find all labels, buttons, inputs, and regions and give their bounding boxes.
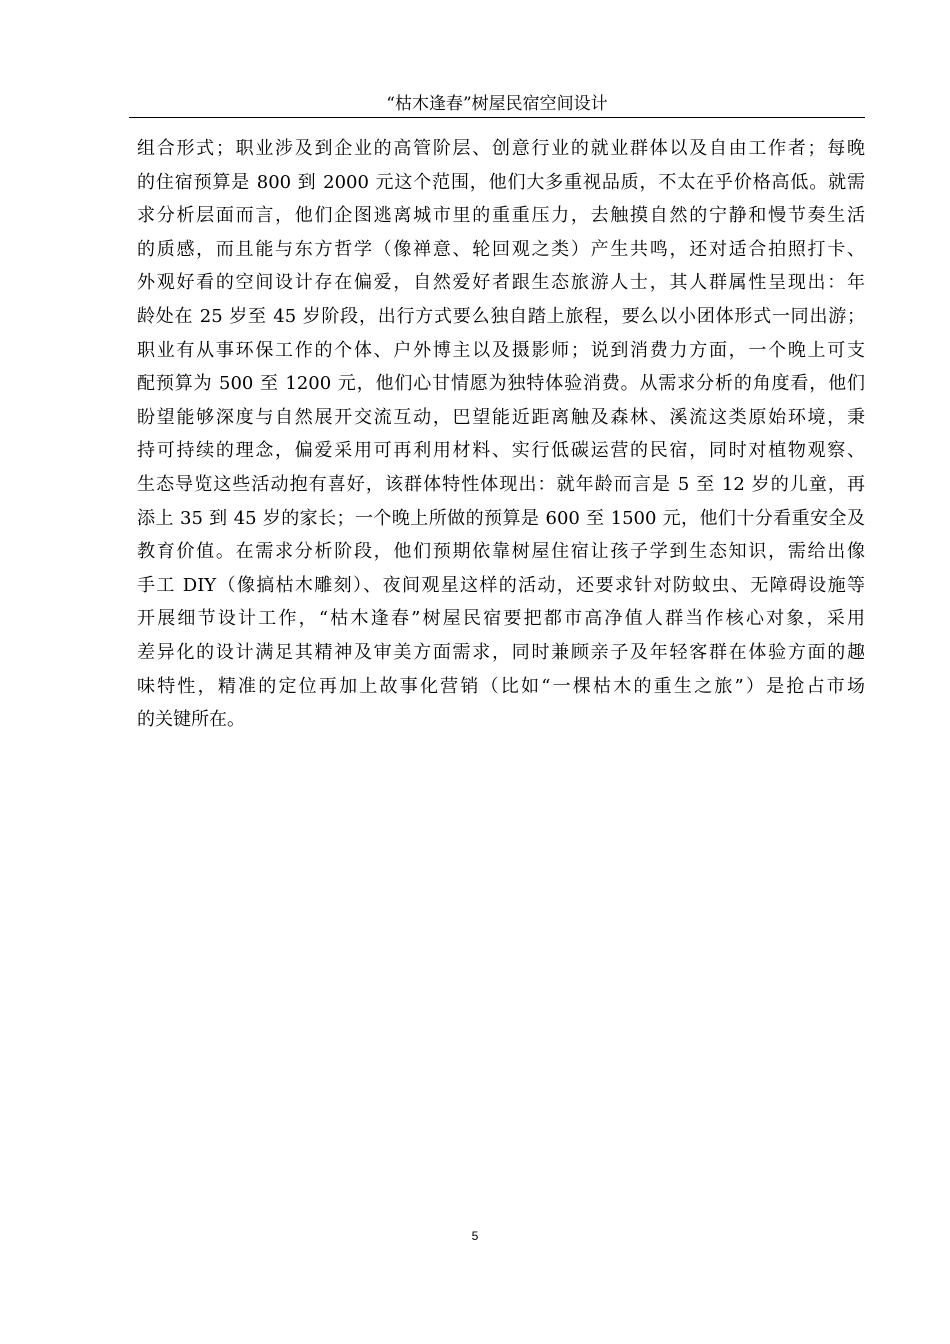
running-header-title: “枯木逢春”树屋民宿空间设计: [386, 94, 608, 114]
paragraph-line: 组合形式；职业涉及到企业的高管阶层、创意行业的就业群体以及自由工作者；每晚: [137, 138, 865, 159]
paragraph-line: 生态导览这些活动抱有喜好，该群体特性体现出：就年龄而言是 5 至 12 岁的儿童，再: [137, 473, 865, 495]
paragraph-line: 的住宿预算是 800 到 2000 元这个范围，他们大多重视品质，不太在乎价格高低。就需: [137, 171, 865, 193]
paragraph-line: 的关键所在。: [137, 709, 245, 731]
header-divider: [129, 117, 865, 118]
paragraph-line: 职业有从事环保工作的个体、户外博主以及摄影师；说到消费力方面，一个晚上可支: [137, 339, 865, 361]
paragraph-line: 添上 35 到 45 岁的家长；一个晚上所做的预算是 600 至 1500 元，他们十分看重安全及: [137, 507, 865, 529]
paragraph-line: 教育价值。在需求分析阶段，他们预期依靠树屋住宿让孩子学到生态知识，需给出像: [137, 541, 865, 563]
paragraph-line: 配预算为 500 至 1200 元，他们心甘情愿为独特体验消费。从需求分析的角度看，他们: [137, 373, 865, 395]
paragraph-line: 龄处在 25 岁至 45 岁阶段，出行方式要么独自踏上旅程，要么以小团体形式一同出游；: [137, 305, 865, 327]
paragraph-line: 求分析层面而言，他们企图逃离城市里的重重压力，去触摸自然的宁静和慢节奏生活: [137, 205, 865, 227]
paragraph-line: 外观好看的空间设计存在偏爱，自然爱好者跟生态旅游人士，其人群属性呈现出：年: [137, 272, 865, 294]
paragraph-line: 开展细节设计工作，“枯木逢春”树屋民宿要把都市高净值人群当作核心对象，采用: [137, 608, 865, 630]
body-paragraph: [137, 132, 865, 737]
paragraph-line: 味特性，精准的定位再加上故事化营销（比如“一棵枯木的重生之旅”）是抢占市场: [137, 675, 865, 697]
page-number: 5: [471, 1229, 479, 1243]
paragraph-line: 持可持续的理念，偏爱采用可再利用材料、实行低碳运营的民宿，同时对植物观察、: [137, 440, 865, 462]
paragraph-line: 手工 DIY（像搞枯木雕刻）、夜间观星这样的活动，还要求针对防蚊虫、无障碍设施等: [137, 574, 865, 596]
paragraph-line: 的质感，而且能与东方哲学（像禅意、轮回观之类）产生共鸣，还对适合拍照打卡、: [137, 238, 865, 260]
paragraph-line: 盼望能够深度与自然展开交流互动，巴望能近距离触及森林、溪流这类原始环境，秉: [137, 406, 865, 428]
paragraph-line: 差异化的设计满足其精神及审美方面需求，同时兼顾亲子及年轻客群在体验方面的趣: [137, 641, 865, 663]
